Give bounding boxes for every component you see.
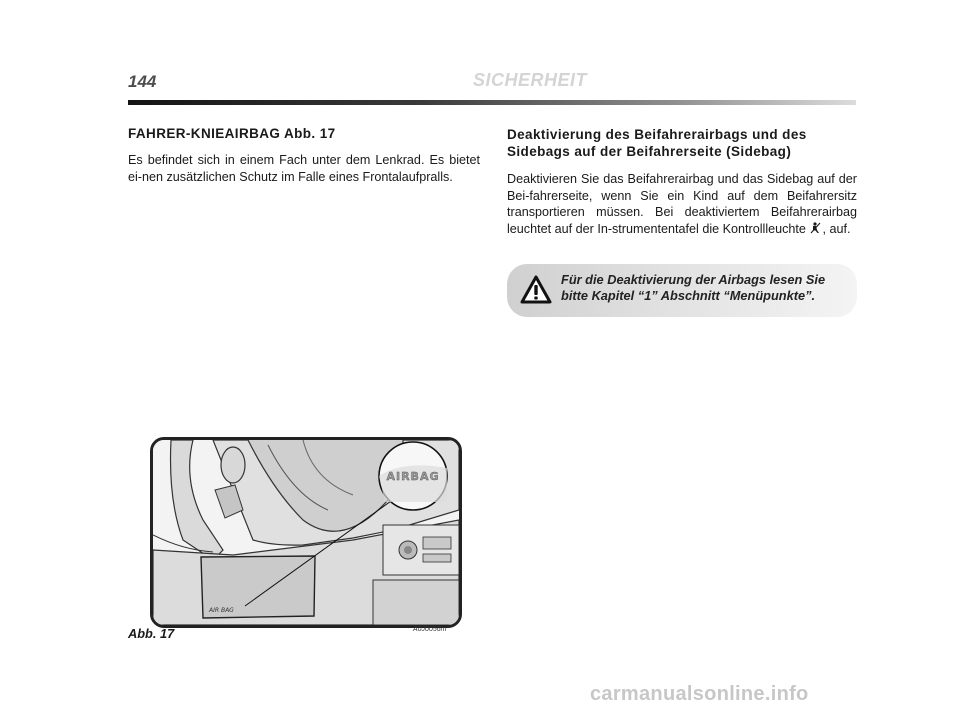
warning-text: Für die Deaktivierung der Airbags lesen Sie bitte Kapitel “1” Abschnitt “Menüpunkte”. [561, 272, 826, 303]
figure-airbag-location [150, 437, 462, 628]
airbag-off-warning-light-icon [810, 222, 821, 234]
knee-airbag-heading: FAHRER-KNIEAIRBAG Abb. 17 [128, 126, 336, 141]
deactivation-paragraph: Deaktivieren Sie das Beifahrerairbag und das Sidebag auf der Bei-fahrerseite, wenn Sie ein Kind auf dem Beifahrersitz transportieren müssen. Bei deaktiviertem Beifahrerairbag leuchtet auf der In-strumententafel die Kontrollleuchte , auf. [507, 172, 857, 236]
figure-code: A0J0056m [413, 626, 447, 633]
warning-box [507, 264, 857, 317]
knee-airbag-paragraph: Es befindet sich in einem Fach unter dem Lenkrad. Es bietet ei-nen zusätzlichen Schutz im Falle eines Frontalaufpralls. [128, 153, 480, 184]
warning-triangle-icon [520, 275, 552, 305]
deactivation-heading: Deaktivierung des Beifahrerairbags und des Sidebags auf der Beifahrerseite (Sidebag) [507, 127, 807, 159]
dashboard-illustration [153, 440, 459, 625]
watermark: carmanualsonline.info [590, 683, 809, 705]
figure-caption: Abb. 17 [128, 626, 175, 641]
deactivation-text: Deaktivieren Sie das Beifahrerairbag und das Sidebag auf der Bei-fahrerseite, wenn Sie ein Kind auf dem Beifahrersitz transportieren müssen. Bei deaktiviertem Beifahrerairbag leuchtet auf der In-strumententafel die Kontrollleuchte [507, 172, 857, 236]
airbag-panel-label: AIR BAG [209, 607, 234, 614]
chapter-title: SICHERHEIT [472, 70, 587, 90]
header-rule [128, 100, 856, 105]
page-number: 144 [128, 72, 157, 91]
deactivation-text-end: auf. [829, 221, 851, 236]
airbag-badge-text: AIRBAG [386, 470, 440, 483]
